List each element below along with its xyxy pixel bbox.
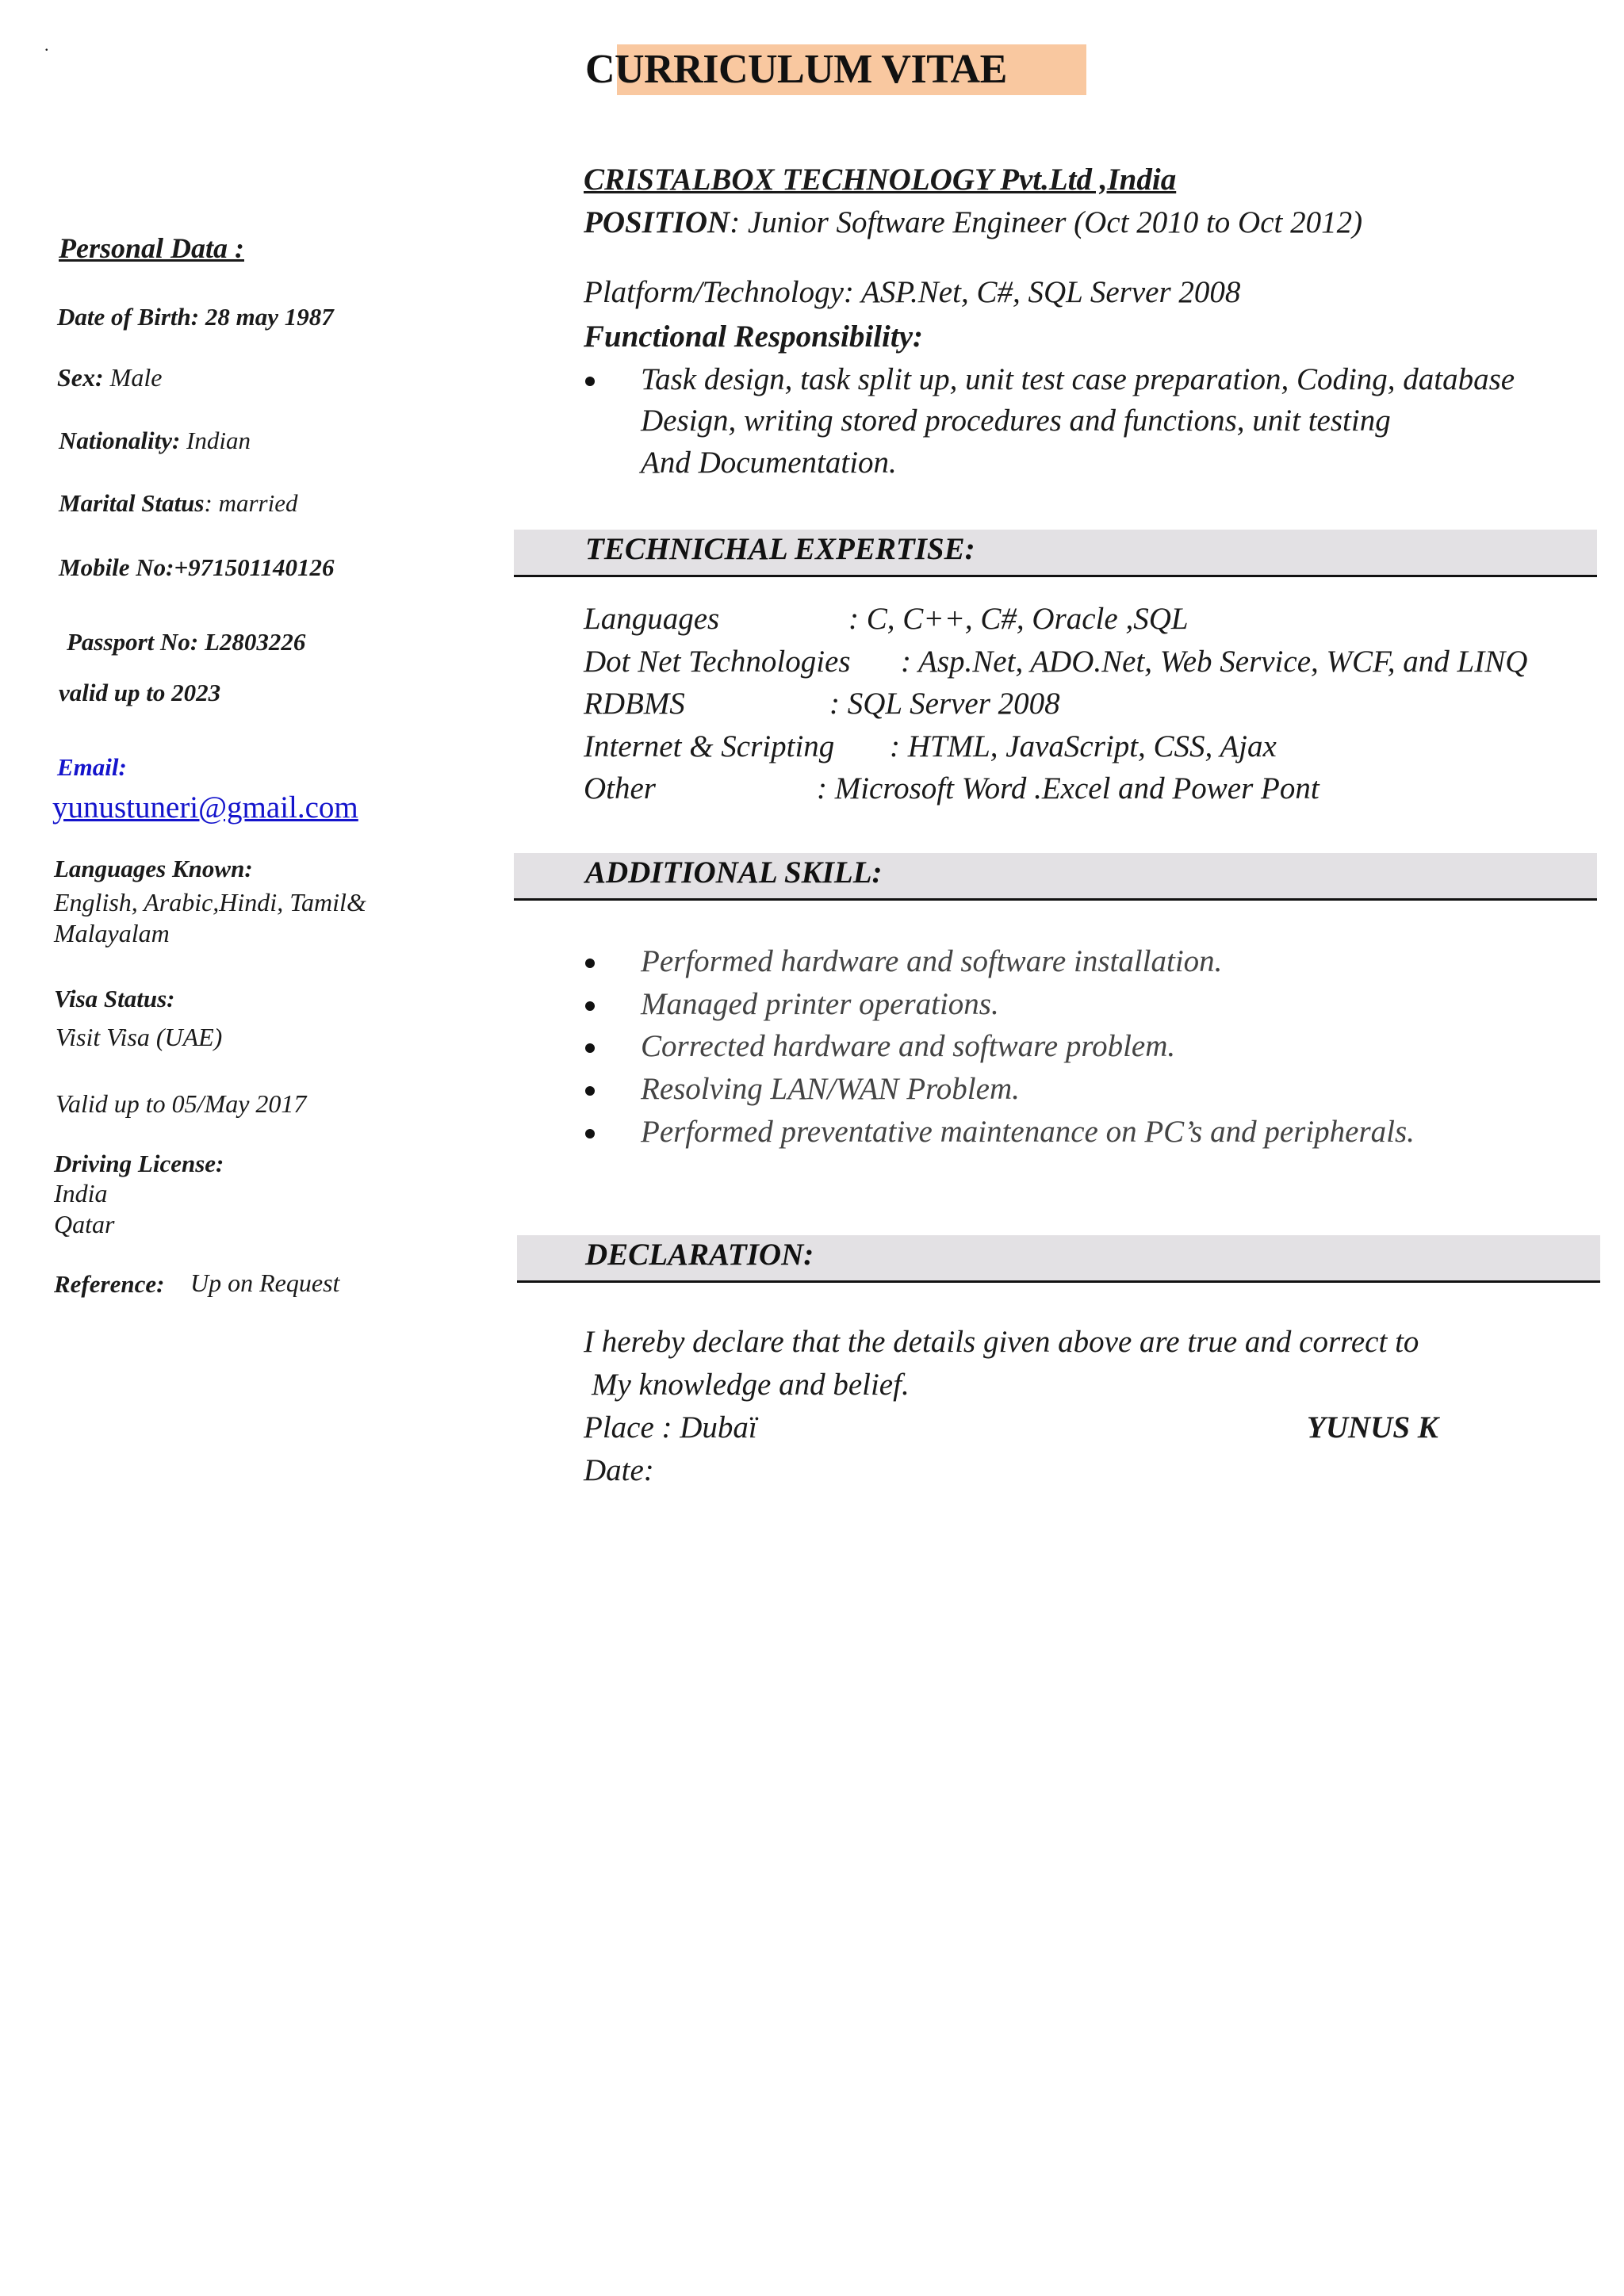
responsibility-line-1: Task design, task split up, unit test case preparation, Coding, database <box>641 362 1515 396</box>
passport-validity: valid up to 2023 <box>59 679 221 706</box>
tech-label-languages: Languages <box>584 602 720 636</box>
skill-item: Performed preventative maintenance on PC’s and peripherals. <box>641 1115 1415 1149</box>
driving-license-qatar: Qatar <box>54 1210 115 1238</box>
nationality-label: Nationality: <box>59 427 181 454</box>
position-label: POSITION <box>584 205 730 239</box>
tech-value-languages: : C, C++, C#, Oracle ,SQL <box>848 602 1189 636</box>
sex-value: Male <box>103 363 163 392</box>
declaration-name: YUNUS K <box>1307 1410 1438 1445</box>
declaration-place: Place : Dubaï <box>584 1410 757 1445</box>
bullet-icon <box>585 1086 595 1096</box>
visa-status-value: Visit Visa (UAE) <box>56 1023 223 1051</box>
bullet-icon <box>585 959 595 968</box>
responsibility-line-3: And Documentation. <box>641 446 897 480</box>
tech-value-internet: : HTML, JavaScript, CSS, Ajax <box>890 729 1277 763</box>
marital-value: : married <box>204 489 298 517</box>
declaration-date: Date: <box>584 1453 654 1487</box>
languages-known-line-1: English, Arabic,Hindi, Tamil& <box>54 888 366 916</box>
sex-field <box>57 363 162 392</box>
tech-label-internet: Internet & Scripting <box>584 729 835 763</box>
declaration-line-2: My knowledge and belief. <box>592 1368 910 1402</box>
passport-number: Passport No: L2803226 <box>67 628 306 656</box>
tech-value-rdbms: : SQL Server 2008 <box>829 687 1060 721</box>
email-label: Email: <box>57 753 127 781</box>
tech-value-other: : Microsoft Word .Excel and Power Pont <box>817 771 1320 806</box>
languages-known-label: Languages Known: <box>54 855 253 882</box>
platform-technology: Platform/Technology: ASP.Net, C#, SQL Server 2008 <box>584 275 1241 309</box>
reference-label: Reference: <box>54 1270 165 1298</box>
skill-item: Resolving LAN/WAN Problem. <box>641 1072 1020 1106</box>
tech-label-rdbms: RDBMS <box>584 687 685 721</box>
skill-item: Corrected hardware and software problem. <box>641 1029 1176 1063</box>
functional-responsibility-label: Functional Responsibility: <box>584 320 923 354</box>
tech-value-dotnet: : Asp.Net, ADO.Net, Web Service, WCF, and LINQ <box>901 645 1528 679</box>
visa-validity: Valid up to 05/May 2017 <box>56 1089 307 1118</box>
tech-label-dotnet: Dot Net Technologies <box>584 645 851 679</box>
declaration-line-1: I hereby declare that the details given above are true and correct to <box>584 1325 1419 1359</box>
languages-known-line-2: Malayalam <box>54 919 170 947</box>
skill-item: Managed printer operations. <box>641 987 999 1021</box>
driving-license-label: Driving License: <box>54 1150 224 1177</box>
nationality-value: Indian <box>180 427 251 454</box>
tech-label-other: Other <box>584 771 656 806</box>
company-name: CRISTALBOX TECHNOLOGY Pvt.Ltd ,India <box>584 163 1177 197</box>
nationality-field <box>59 427 251 455</box>
mobile-number: Mobile No:+971501140126 <box>59 553 335 581</box>
page-title: CURRICULUM VITAE <box>585 47 1007 92</box>
bullet-icon <box>585 377 595 386</box>
email-link[interactable]: yunustuneri@gmail.com <box>52 790 358 825</box>
position-line <box>584 205 1362 240</box>
stray-dot: . <box>44 35 49 55</box>
position-value: : Junior Software Engineer (Oct 2010 to Oct 2012) <box>730 205 1363 239</box>
bullet-icon <box>585 1001 595 1011</box>
responsibility-line-2: Design, writing stored procedures and functions, unit testing <box>641 404 1391 438</box>
sex-label: Sex: <box>57 363 104 392</box>
technical-expertise-heading: TECHNICHAL EXPERTISE: <box>585 532 975 566</box>
marital-label: Marital Status <box>59 489 205 517</box>
personal-data-heading: Personal Data : <box>59 232 244 264</box>
driving-license-india: India <box>54 1179 108 1207</box>
skill-item: Performed hardware and software installation. <box>641 944 1223 978</box>
visa-status-label: Visa Status: <box>54 985 175 1012</box>
additional-skill-heading: ADDITIONAL SKILL: <box>585 855 883 890</box>
bullet-icon <box>585 1129 595 1138</box>
date-of-birth: Date of Birth: 28 may 1987 <box>57 303 334 331</box>
reference-value: Up on Request <box>190 1269 340 1297</box>
bullet-icon <box>585 1043 595 1053</box>
declaration-heading: DECLARATION: <box>585 1238 814 1272</box>
marital-status-field <box>59 489 297 518</box>
